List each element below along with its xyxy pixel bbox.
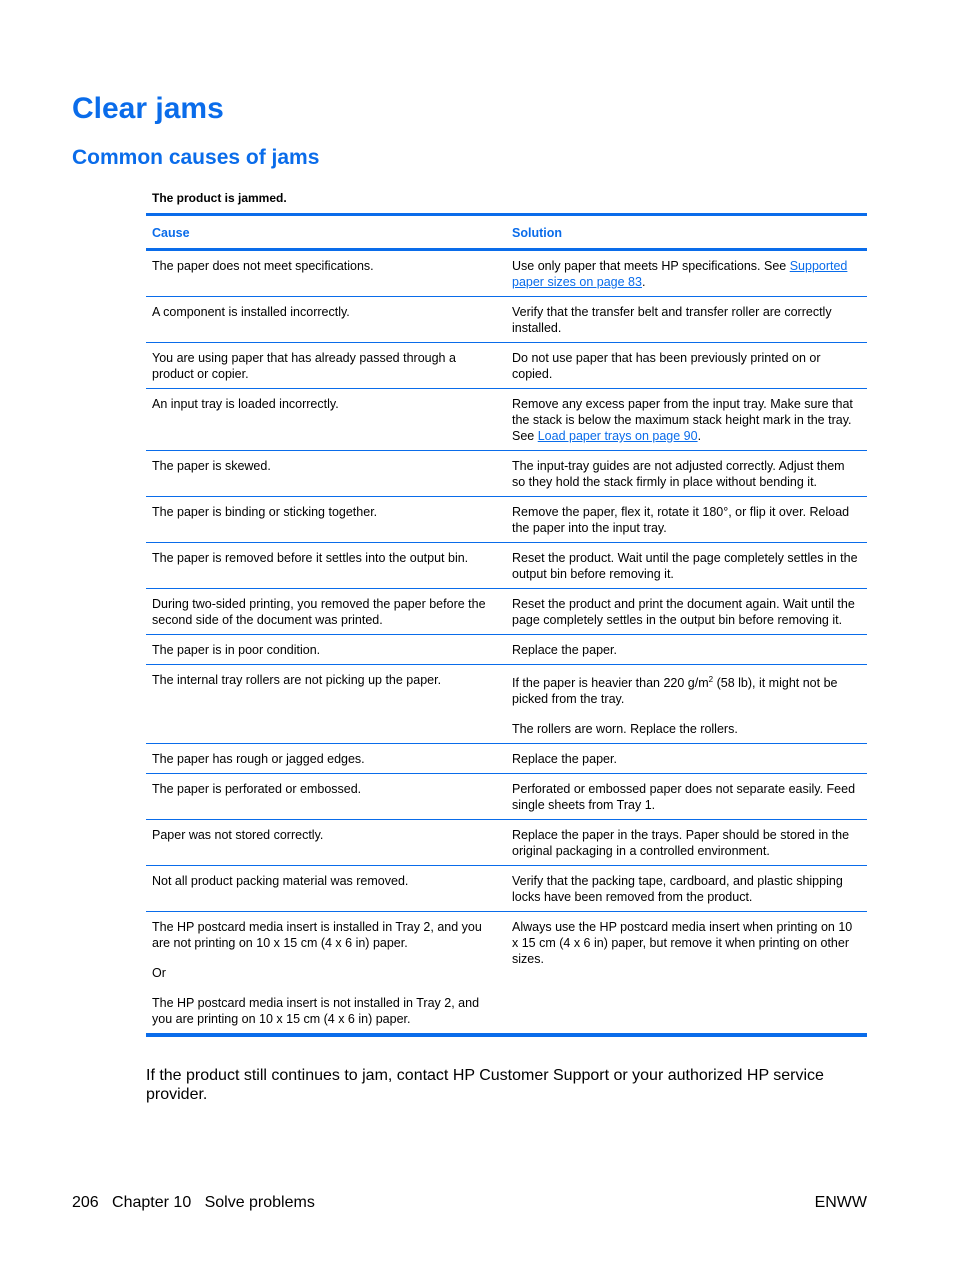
table-row [146, 820, 867, 866]
cause-cell [146, 820, 506, 866]
solution-text-part: Verify that the transfer belt and transfer roller are correctly installed. [512, 305, 832, 335]
cause-text: The paper is in poor condition. [152, 643, 321, 657]
cause-text: The paper is removed before it settles into the output bin. [152, 551, 469, 565]
cause-text: The internal tray rollers are not picking up the paper. [152, 673, 442, 687]
solution-text-part: Replace the paper in the trays. Paper should be stored in the original packaging in a controlled environment. [512, 828, 850, 859]
solution-text-part: Replace the paper. [512, 752, 617, 767]
cause-cell [146, 250, 506, 297]
column-header-solution: Solution [506, 215, 867, 250]
solution-text [512, 873, 861, 905]
cause-text: Or [152, 966, 166, 981]
cause-text: Paper was not stored correctly. [152, 828, 324, 843]
table-caption: The product is jammed. [152, 191, 287, 205]
solution-cell [506, 497, 867, 543]
chapter-label: Chapter 10 [112, 1194, 192, 1211]
solution-text-part: Always use the HP postcard media insert when printing on 10 x 15 cm (4 x 6 in) paper, but remove it when printing on other sizes. [512, 920, 853, 967]
cause-text: The paper is binding or sticking together. [152, 505, 378, 519]
table-row [146, 912, 867, 1036]
closing-paragraph: If the product still continues to jam, contact HP Customer Support or your authorized HP service provider. [146, 1067, 824, 1103]
cause-text: A component is installed incorrectly. [152, 305, 350, 319]
solution-text [512, 458, 861, 490]
table-row [146, 297, 867, 343]
cause-text: The HP postcard media insert is not installed in Tray 2, and you are printing on 10 x 15 cm (4 x 6 in) paper. [152, 996, 480, 1027]
solution-text [512, 919, 861, 967]
solution-cell [506, 451, 867, 497]
cause-cell [146, 912, 506, 1036]
solution-cell [506, 389, 867, 451]
solution-text-part: . [641, 275, 646, 289]
cause-text: The paper is skewed. [152, 459, 271, 473]
table-row [146, 665, 867, 744]
solution-text-part: Replace the paper. [512, 643, 617, 657]
table-row [146, 589, 867, 635]
solution-text-part: Perforated or embossed paper does not separate easily. Feed single sheets from Tray 1. [512, 782, 856, 813]
solution-text [512, 396, 861, 444]
cause-text: You are using paper that has already passed through a product or copier. [152, 351, 456, 381]
cause-cell [146, 297, 506, 343]
cause-cell [146, 543, 506, 589]
table-row [146, 635, 867, 665]
solution-text-part: . [697, 429, 702, 443]
column-header-cause: Cause [146, 215, 506, 250]
cause-cell [146, 589, 506, 635]
solution-cell [506, 297, 867, 343]
table-row [146, 866, 867, 912]
solution-cell [506, 665, 867, 744]
cause-text: The paper has rough or jagged edges. [152, 752, 365, 767]
cause-text: An input tray is loaded incorrectly. [152, 397, 339, 411]
solution-text-part: The input-tray guides are not adjusted correctly. Adjust them so they hold the stack firmly in place without bending it. [512, 459, 845, 489]
solution-text-part: Reset the product and print the document again. Wait until the page completely settles in the output bin before removing it. [512, 597, 855, 627]
solution-text-part: Remove the paper, flex it, rotate it 180°, or flip it over. Reload the paper into the input tray. [512, 505, 850, 535]
cause-text: Not all product packing material was removed. [152, 874, 409, 889]
cause-cell [146, 343, 506, 389]
solution-text [512, 258, 861, 290]
table-row [146, 451, 867, 497]
doc-code: ENWW [814, 1194, 867, 1211]
cause-cell [146, 744, 506, 774]
solution-cell [506, 866, 867, 912]
solution-text-part: Remove any excess paper from the input tray. Make sure that the stack is below the maximum stack height mark in the tray. See [512, 397, 853, 443]
table-row [146, 389, 867, 451]
solution-text-part: Reset the product. Wait until the page completely settles in the output bin before removing it. [512, 551, 858, 581]
solution-text [512, 596, 861, 628]
solution-cell [506, 250, 867, 297]
solution-cell [506, 774, 867, 820]
solution-text [512, 751, 861, 767]
solution-cell [506, 744, 867, 774]
solution-text-part: The rollers are worn. Replace the rollers. [512, 722, 738, 737]
table-row [146, 343, 867, 389]
solution-cell [506, 543, 867, 589]
cross-reference-link[interactable]: Load paper trays on page 90 [537, 429, 698, 443]
solution-text [512, 304, 861, 336]
solution-text-part: If the paper is heavier than 220 g/m [512, 676, 709, 691]
solution-text [512, 781, 861, 813]
table-row [146, 774, 867, 820]
cause-cell [146, 774, 506, 820]
cause-cell [146, 389, 506, 451]
cross-reference-link[interactable]: Supported paper sizes on page 83 [512, 259, 848, 289]
cause-cell [146, 665, 506, 744]
solution-cell [506, 912, 867, 1036]
footer-left [72, 1193, 315, 1213]
solution-cell [506, 635, 867, 665]
cause-text: The paper does not meet specifications. [152, 259, 374, 273]
solution-cell [506, 343, 867, 389]
page-title: Clear jams [72, 92, 224, 125]
cause-cell [146, 497, 506, 543]
jam-causes-table [146, 213, 867, 1037]
solution-cell [506, 589, 867, 635]
section-title: Common causes of jams [72, 146, 320, 169]
table-body [146, 250, 867, 1036]
solution-text [512, 721, 861, 737]
solution-text [512, 642, 861, 658]
superscript: 2 [708, 675, 714, 684]
cause-text: The HP postcard media insert is installed in Tray 2, and you are not printing on 10 x 15 cm (4 x 6 in) paper. [152, 920, 482, 951]
solution-text-part: Use only paper that meets HP specifications. See [512, 259, 790, 273]
cause-text: The paper is perforated or embossed. [152, 782, 362, 797]
table-header-row [146, 215, 867, 250]
table-row [146, 543, 867, 589]
table-row [146, 744, 867, 774]
solution-text [512, 350, 861, 382]
table-row [146, 250, 867, 297]
solution-text-part: Verify that the packing tape, cardboard, and plastic shipping locks have been removed from the product. [512, 874, 843, 905]
solution-text-part: (58 lb), it might not be picked from the tray. [512, 676, 838, 707]
chapter-title: Solve problems [204, 1194, 315, 1211]
cause-text: During two-sided printing, you removed the paper before the second side of the document was printed. [152, 597, 486, 627]
cause-cell [146, 866, 506, 912]
solution-text [512, 672, 861, 707]
solution-cell [506, 820, 867, 866]
solution-text [512, 504, 861, 536]
solution-text-part: Do not use paper that has been previously printed on or copied. [512, 351, 821, 381]
page-number: 206 [72, 1194, 99, 1211]
cause-cell [146, 451, 506, 497]
solution-text [512, 550, 861, 582]
solution-text [512, 827, 861, 859]
table-row [146, 497, 867, 543]
cause-cell [146, 635, 506, 665]
